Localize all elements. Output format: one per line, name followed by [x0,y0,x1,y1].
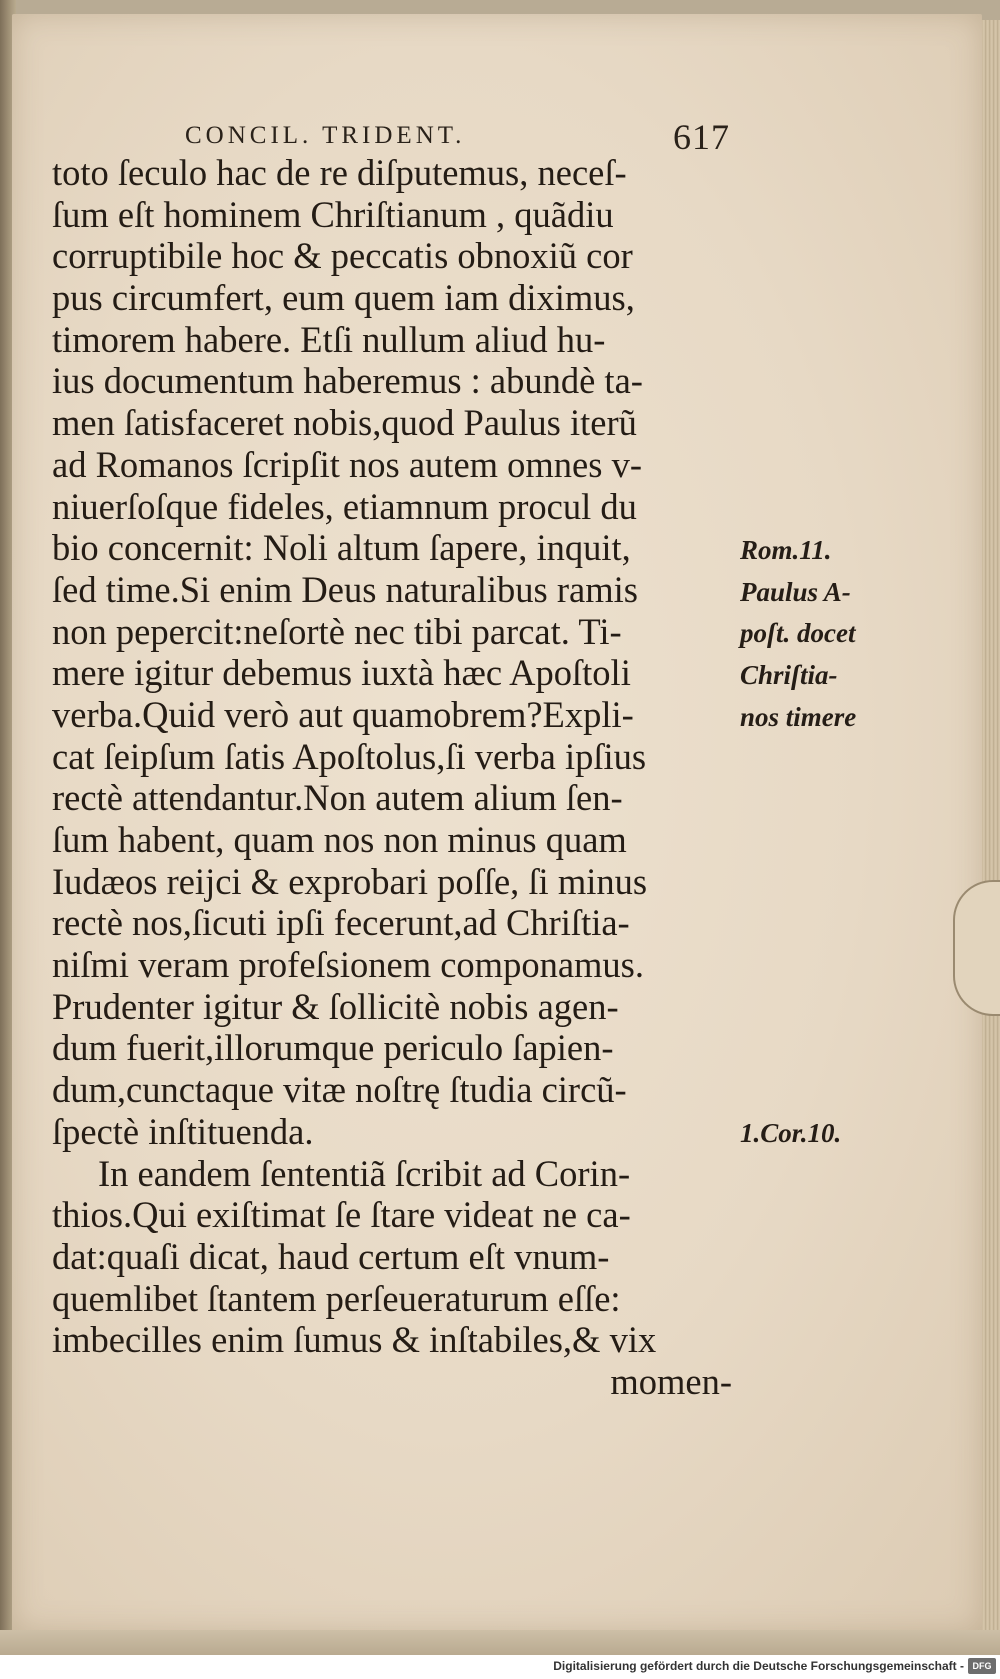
page-number: 617 [673,117,730,157]
text-line: verba.Quid verò aut quamobrem?Expli- [52,693,634,735]
text-line: toto ſeculo hac de re diſputemus, neceſ- [52,152,627,193]
footer-bar [0,1655,1000,1679]
margin-note: 1.Cor.10. [740,1118,842,1149]
running-head [185,116,730,156]
text-line: cat ſeipſum ſatis Apoſtolus,ſi verba ipſius [52,735,647,777]
text-line: niuerſoſque fideles, etiamnum procul du [52,485,637,527]
text-line: dum,cunctaque vitæ noſtrę ſtudia circũ- [52,1069,627,1111]
text-line: rectè nos,ſicuti ipſi fecerunt,ad Chriſtia- [52,902,630,944]
text-line: dat:quaſi dicat, haud certum eſt vnum- [52,1235,610,1277]
text-line: rectè attendantur.Non autem alium ſen- [52,777,623,819]
text-line: dum fuerit,illorumque periculo ſapien- [52,1027,614,1069]
text-line: men ſatisfaceret nobis,quod Paulus iterũ [52,402,637,444]
text-line: non pepercit:neſortè nec tibi parcat. Ti- [52,610,622,652]
text-line: imbecilles enim ſumus & inſtabiles,& vix [52,1319,657,1361]
page-fore-edge [982,20,1000,1630]
margin-note: Rom.11. [740,535,832,565]
text-line: ad Romanos ſcripſit nos autem omnes v- [52,443,642,485]
bottom-page-edge [0,1630,1000,1655]
text-line: bio concernit: Noli altum ſapere, inquit, [52,527,631,569]
text-line: corruptibile hoc & peccatis obnoxiũ cor [52,235,633,277]
body-text [52,152,732,1403]
text-line: thios.Qui exiſtimat ſe ſtare videat ne ca- [52,1194,631,1236]
text-line: Prudenter igitur & ſollicitè nobis agen- [52,985,619,1027]
text-line: ſpectè inſtituenda. [52,1110,314,1152]
text-line: mere igitur debemus iuxtà hæc Apoſtoli [52,652,631,694]
text-line: ſed time.Si enim Deus naturalibus ramis [52,568,638,610]
dfg-logo: DFG [968,1658,996,1674]
text-line: ius documentum haberemus : abundè ta- [52,360,643,402]
text-line: ſum eſt hominem Chriſtianum , quãdiu [52,193,614,235]
margin-notes [740,530,890,1155]
text-line: quemlibet ſtantem perſeueraturum eſſe: [52,1277,621,1319]
funding-credit: Digitalisierung gefördert durch die Deutsche Forschungsgemeinschaft - [553,1659,964,1673]
page-tab [953,880,1000,1016]
catchword: momen- [610,1360,732,1402]
margin-note: poſt. docet [740,618,856,649]
text-line: timorem habere. Etſi nullum aliud hu- [52,318,606,360]
text-line: Iudæos reijci & exprobari poſſe, ſi minus [52,860,648,902]
margin-note: Chriſtia- [740,660,838,691]
text-line: ſum habent, quam nos non minus quam [52,819,627,860]
margin-note: Paulus A- [740,576,851,607]
running-title: CONCIL. TRIDENT. [185,122,466,149]
text-line: niſmi veram profeſsionem componamus. [52,944,644,986]
margin-note: nos timere [740,701,857,732]
text-line: pus circumfert, eum quem iam diximus, [52,277,635,319]
text-line: In eandem ſententiã ſcribit ad Corin- [98,1152,631,1194]
